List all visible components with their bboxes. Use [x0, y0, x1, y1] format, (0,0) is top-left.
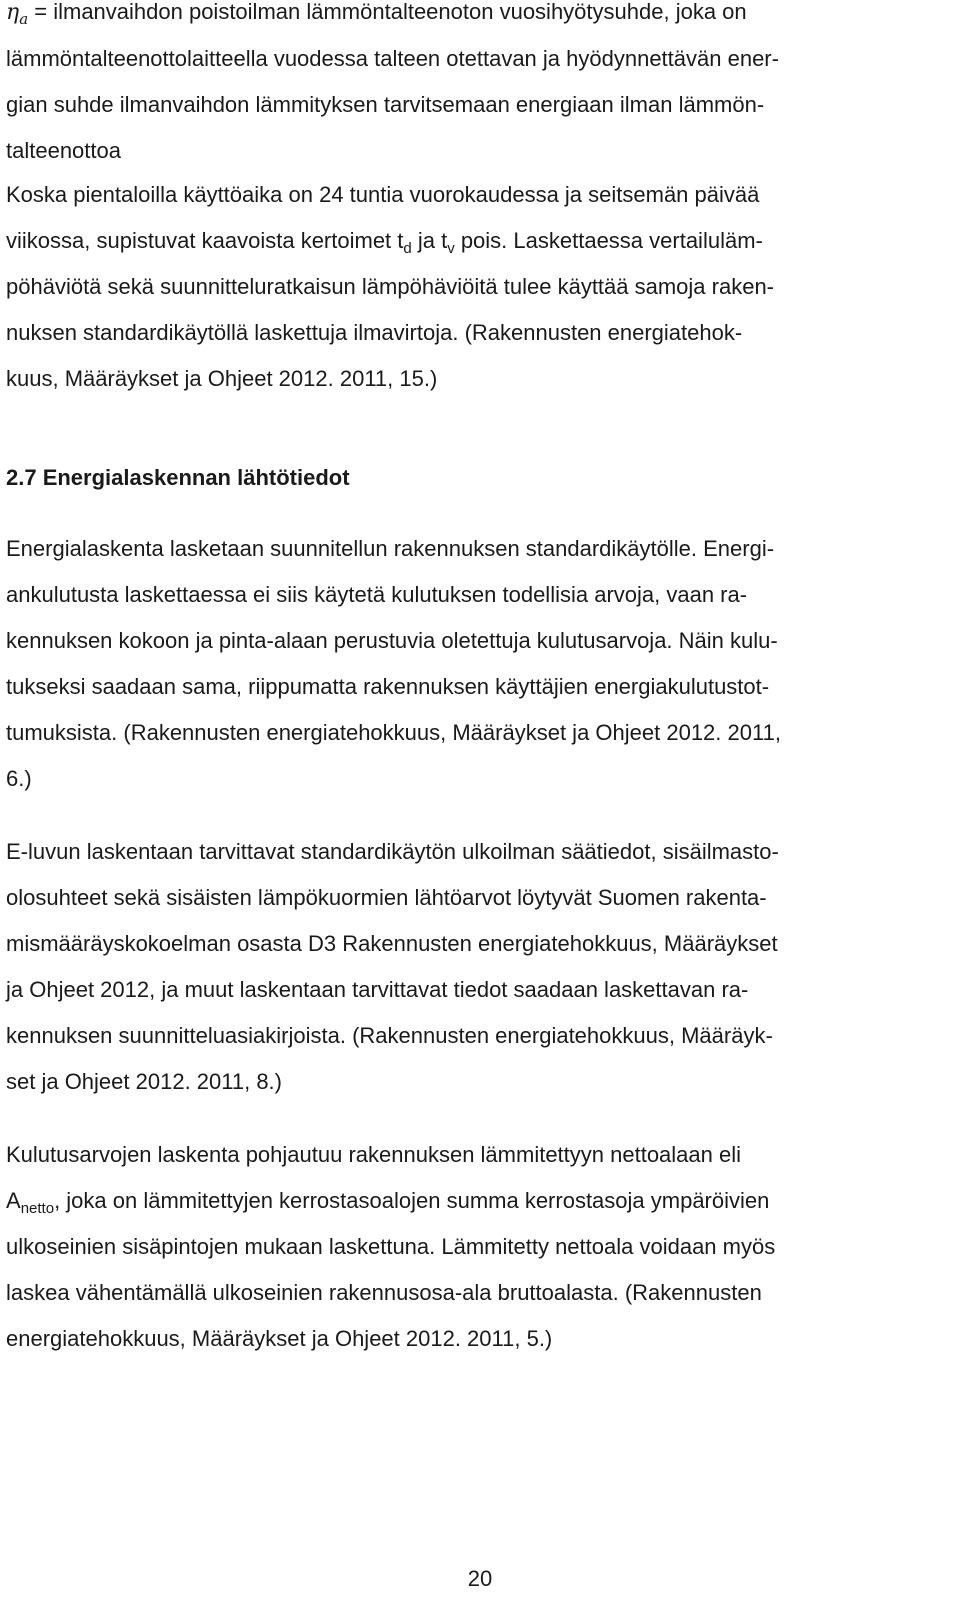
definition-first-line [6, 0, 950, 36]
subscript-v: v [447, 240, 455, 257]
eta-subscript: a [19, 10, 29, 28]
page-number: 20 [467, 1566, 493, 1591]
usage-line-2-b: ja t [411, 228, 448, 253]
area-paragraph [6, 1132, 950, 1362]
subscript-d: d [403, 240, 412, 257]
standard-use-paragraph: Energialaskenta lasketaan suunnitellun rakennuksen standardikäytölle. Energi- ankulutusta laskettaessa ei siis käytetä kulutuksen todellisia arvoja, vaan ra- kennuksen kokoon ja pinta-alaan perustuvia oletettuja kulutusarvoja. Näin kulu- tukseksi saadaan sama, riippumatta rakennuksen käyttäjien energiakulutustot- tumuksista. (Rakennusten energiatehokkuus, Määräykset ja Ohjeet 2012. 2011, 6.) [6, 536, 781, 791]
definition-first-line-text: = ilmanvaihdon poistoilman lämmöntalteenoton vuosihyötysuhde, joka on [28, 0, 747, 24]
definition-continuation: lämmöntalteenottolaitteella vuodessa talteen otettavan ja hyödynnettävän ener- gian suhde ilmanvaihdon lämmityksen tarvitsemaan energiaan ilman lämmön- talteenottoa [6, 46, 779, 163]
a-netto-subscript: netto [20, 1200, 55, 1217]
eta-symbol: η [6, 0, 20, 25]
area-rest: ulkoseinien sisäpintojen mukaan laskettuna. Lämmitetty nettoala voidaan myös laskea vähentämällä ulkoseinien rakennusosa-ala bruttoalasta. (Rakennusten energiatehokkuus, Määräykset ja Ohjeet 2012. 2011, 5.) [6, 1234, 776, 1351]
e-value-paragraph: E-luvun laskentaan tarvittavat standardikäytön ulkoilman säätiedot, sisäilmasto- olosuhteet sekä sisäisten lämpökuormien lähtöarvot löytyvät Suomen rakenta- mismääräyskokoelman osasta D3 Rakennusten energiatehokkuus, Määräykset ja Ohjeet 2012, ja muut laskentaan tarvittavat tiedot saadaan laskettavan ra- kennuksen suunnitteluasiakirjoista. (Rakennusten energiatehokkuus, Määräyk- set ja Ohjeet 2012. 2011, 8.) [6, 839, 779, 1094]
usage-line-2-c: pois. Laskettaessa vertailuläm- [454, 228, 763, 253]
usage-rest: pöhäviötä sekä suunnitteluratkaisun lämpöhäviöitä tulee käyttää samoja raken- nuksen standardikäytöllä laskettuja ilmavirtoja. (Rakennusten energiatehok- kuus, Määräykset ja Ohjeet 2012. 2011, 15.) [6, 274, 775, 391]
area-line-1: Kulutusarvojen laskenta pohjautuu rakennuksen lämmitettyyn nettoalaan eli [6, 1142, 742, 1167]
area-line-2 [6, 1178, 950, 1224]
usage-line-1: Koska pientaloilla käyttöaika on 24 tuntia vuorokaudessa ja seitsemän päivää [6, 182, 760, 207]
a-netto-symbol: A [6, 1188, 21, 1213]
usage-paragraph [6, 172, 950, 402]
usage-line-2-a: viikossa, supistuvat kaavoista kertoimet t [6, 228, 404, 253]
usage-line-2 [6, 218, 950, 264]
area-line-2-text: , joka on lämmitettyjen kerrostasoalojen summa kerrostasoja ympäröivien [54, 1188, 770, 1213]
definition-block [6, 0, 950, 174]
section-heading: 2.7 Energialaskennan lähtötiedot [6, 465, 350, 490]
